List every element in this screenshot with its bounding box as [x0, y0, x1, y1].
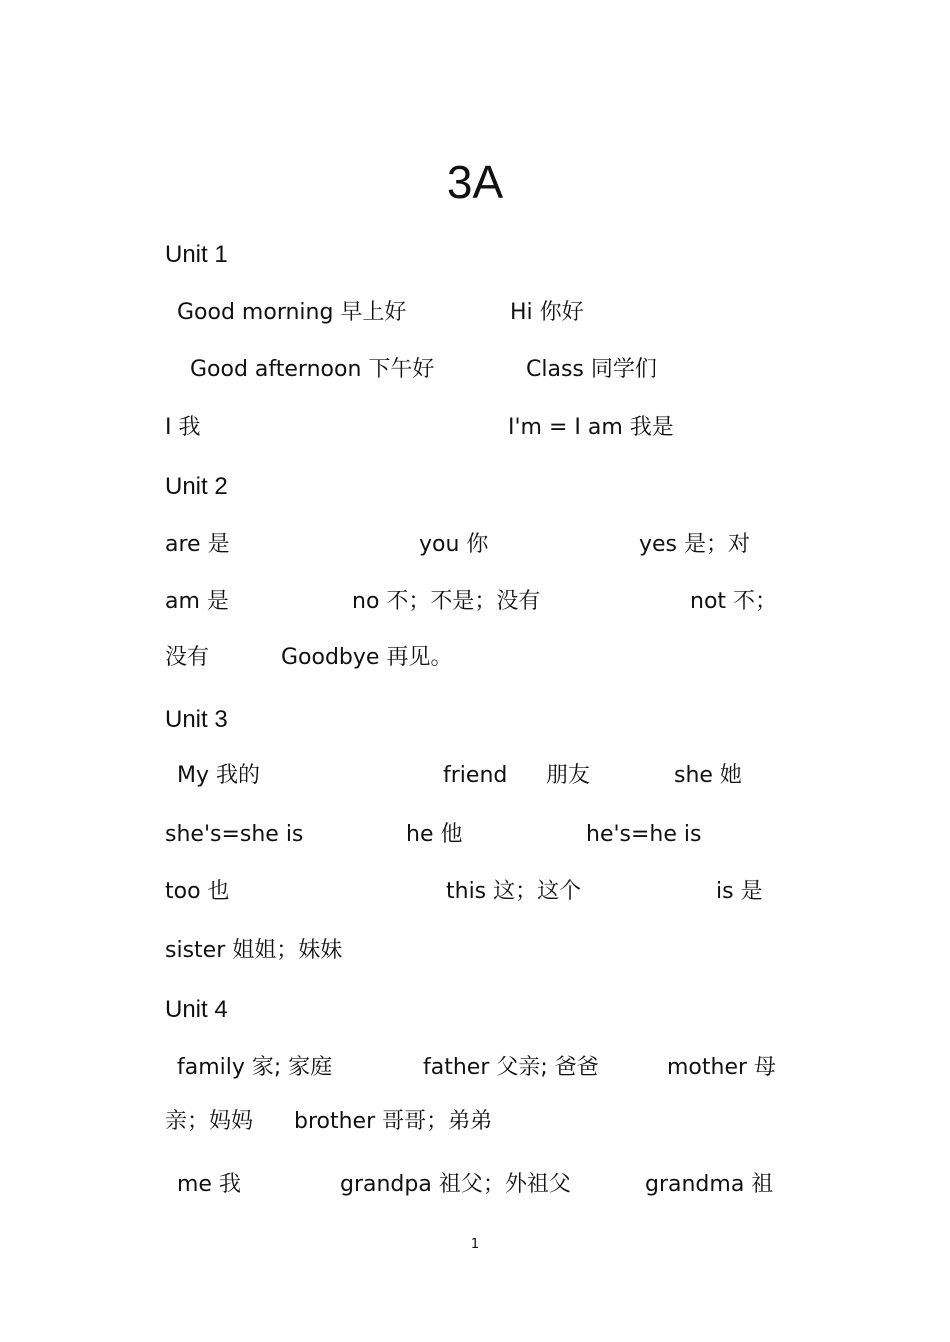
vocab-entry: My 我的	[177, 763, 260, 788]
vocab-entry: 没有	[165, 645, 210, 670]
document-title: 3A	[446, 156, 504, 208]
vocab-entry: 朋友	[546, 763, 591, 788]
vocab-entry: is 是	[716, 879, 763, 904]
vocab-entry: 亲；妈妈	[165, 1109, 254, 1134]
vocab-entry: am 是	[165, 589, 229, 614]
vocab-entry: she 她	[674, 763, 742, 788]
vocab-entry: grandpa 祖父；外祖父	[340, 1172, 571, 1197]
vocab-entry: Class 同学们	[526, 357, 657, 382]
unit-3-heading: Unit 3	[165, 706, 228, 733]
vocab-entry: Hi 你好	[510, 300, 584, 325]
vocab-entry: father 父亲; 爸爸	[423, 1055, 599, 1080]
vocab-entry: Goodbye 再见。	[281, 645, 453, 670]
vocab-entry: friend	[443, 763, 508, 788]
vocab-entry: family 家; 家庭	[177, 1055, 333, 1080]
vocab-entry: I'm = I am 我是	[508, 415, 674, 440]
vocab-entry: I 我	[165, 415, 201, 440]
vocab-entry: he's=he is	[586, 822, 702, 847]
vocab-entry: she's=she is	[165, 822, 304, 847]
vocab-entry: grandma 祖	[645, 1172, 774, 1197]
vocab-entry: are 是	[165, 532, 230, 557]
vocab-entry: this 这；这个	[446, 879, 582, 904]
vocab-entry: sister 姐姐；妹妹	[165, 938, 343, 963]
vocab-entry: you 你	[419, 532, 489, 557]
unit-1-heading: Unit 1	[165, 241, 228, 268]
unit-4-heading: Unit 4	[165, 996, 228, 1023]
vocab-entry: no 不；不是；没有	[352, 589, 541, 614]
vocab-entry: he 他	[406, 822, 463, 847]
vocab-entry: Good afternoon 下午好	[190, 357, 435, 382]
vocab-entry: yes 是；对	[639, 532, 751, 557]
page-number: 1	[470, 1237, 480, 1252]
vocab-entry: not 不；	[690, 589, 778, 614]
unit-2-heading: Unit 2	[165, 473, 228, 500]
vocab-entry: Good morning 早上好	[177, 300, 407, 325]
vocab-entry: brother 哥哥；弟弟	[294, 1109, 493, 1134]
vocab-entry: me 我	[177, 1172, 241, 1197]
vocab-entry: too 也	[165, 879, 230, 904]
vocab-entry: mother 母	[667, 1055, 777, 1080]
